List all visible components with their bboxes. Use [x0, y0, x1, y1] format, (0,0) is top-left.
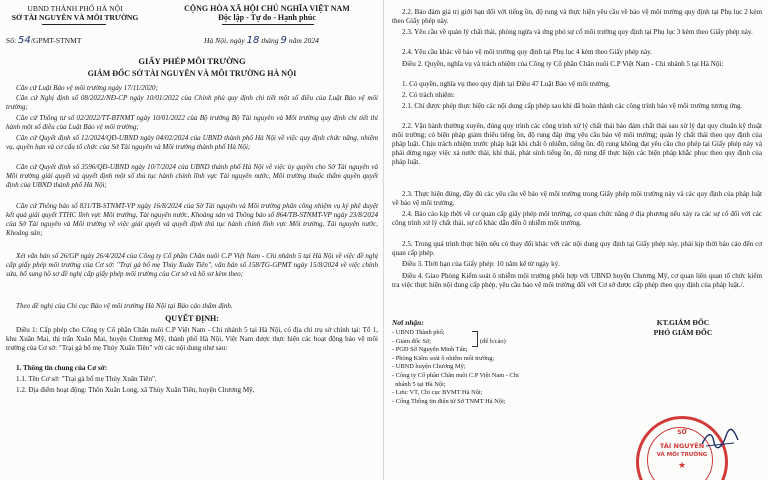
- section-1-heading: 1. Thông tin chung của Cơ sở:: [16, 364, 108, 372]
- nation-line1: CỘNG HÒA XÃ HỘI CHỦ NGHĨA VIỆT NAM: [184, 4, 350, 13]
- preamble-law: Căn cứ Luật Bảo vệ môi trường ngày 17/11/2020;: [16, 84, 158, 92]
- article-3: Điều 3. Thời hạn của Giấy phép: 10 năm kể từ ngày ký.: [402, 260, 560, 268]
- document-number: Số: 54/GPMT-STNMT: [6, 35, 82, 46]
- duty-2-5: 2.5. Trong quá trình thực hiện nếu có thay đổi khác với các nội dung quy định tại Giấy phép này, phải kịp thời báo cáo đến cơ quan cấp phép.: [392, 240, 762, 258]
- preamble-decision-12: Căn cứ Quyết định số 12/2024/QĐ-UBND ngày 04/02/2024 của UBND thành phố Hà Nội về việc quy định chức năng, nhiệm vụ, quyền hạn và cơ cấu tổ chức của Sở Tài nguyên và Môi trường thành phố Hà Nội;: [6, 134, 378, 152]
- duty-1: 1. Có quyền, nghĩa vụ theo quy định tại Điều 47 Luật Bảo vệ môi trường.: [402, 80, 611, 88]
- signature-subtitle: PHÓ GIÁM ĐỐC: [653, 328, 713, 337]
- doc-title: GIẤY PHÉP MÔI TRƯỜNG: [138, 56, 246, 66]
- duty-2-1: 2.1. Chỉ được phép thực hiện các nội dung cấp phép sau khi đã hoàn thành các công trình bảo vệ môi trường tương ứng.: [402, 102, 743, 110]
- org-underline: [42, 24, 106, 25]
- doc-number-handwritten: 54: [18, 35, 31, 46]
- section-1-1: 1.1. Tên Cơ sở: "Trại gà bố mẹ Thủy Xuân Tiên".: [16, 375, 157, 383]
- preamble-decision-3596: Căn cứ Quyết định số 3596/QĐ-UBND ngày 10/7/2024 của UBND thành phố Hà Nội về việc ủy quyền cho Sở Tài nguyên và Môi trường giải quyết và quyết định một số thủ tục hành chính lĩnh vực Tài nguyên nước, Môi trường thuộc thẩm quyền quyết định của UBND thành phố Hà Nội;: [6, 163, 378, 190]
- clause-2-3: 2.3. Yêu cầu về quản lý chất thải, phòng ngừa và ứng phó sự cố môi trường quy định tại Phụ lục 3 kèm theo Giấy phép này.: [402, 28, 753, 36]
- seal-text-top: SỞ: [677, 429, 687, 436]
- doc-issuer: GIÁM ĐỐC SỞ TÀI NGUYÊN VÀ MÔI TRƯỜNG HÀ NỘI: [87, 69, 297, 78]
- seal-text-mid: TÀI NGUYÊN: [659, 442, 705, 450]
- report-note: (để b/cáo): [480, 338, 506, 345]
- date-day-handwritten: 18: [246, 35, 260, 46]
- decision-heading: QUYẾT ĐỊNH:: [165, 314, 219, 323]
- preamble-decree: Căn cứ Nghị định số 08/2022/NĐ-CP ngày 10/01/2022 của Chính phủ quy định chi tiết một số điều của Luật Bảo vệ môi trường;: [6, 94, 378, 112]
- article-1: Điều 1: Cấp phép cho Công ty Cổ phần Chăn nuôi C.P Việt Nam - Chi nhánh 5 tại Hà Nội, có địa chỉ trụ sở chính tại: Tổ 1, khu Xuân Mai, thị trấn Xuân Mai, huyện Chương Mỹ, thành phố Hà Nội, Việt Nam được thực hiện các hoạt động bảo vệ môi trường của Cơ sở: "Trại gà bố mẹ Thủy Xuân Tiên" với các nội dung như sau:: [6, 326, 378, 353]
- recipient-item: - PGĐ Sở Nguyễn Minh Tấn;: [392, 346, 468, 354]
- seal-text-bot: VÀ MÔI TRƯỜNG: [656, 452, 708, 458]
- nation-header: [150, 4, 384, 22]
- recipients-brace: [472, 331, 478, 347]
- seal-star-icon: ★: [677, 461, 687, 471]
- duty-2-3: 2.3. Thực hiện đúng, đầy đủ các yêu cầu về bảo vệ môi trường trong Giấy phép môi trường này và các quy định của pháp luật về bảo vệ môi trường.: [392, 190, 762, 208]
- duty-2-2: 2.2. Vận hành thường xuyên, đúng quy trình các công trình xử lý chất thải bảo đảm chất thải sau xử lý đạt quy chuẩn kỹ thuật môi trường; có biện pháp giảm thiểu tiếng ồn, độ rung đáp ứng yêu cầu bảo vệ môi trường; quản lý chất thải theo quy định của pháp luật. Chịu trách nhiệm trước pháp luật khi chất ô nhiễm, tiếng ồn, độ rung không đạt yêu cầu cho phép tại Giấy phép này và phải dừng ngay việc xả nước thải, khí thải, phát sinh tiếng ồn, độ rung để thực hiện các biện pháp khắc phục theo quy định của pháp luật.: [392, 122, 762, 167]
- recipient-item: - UBND huyện Chương Mỹ;: [392, 363, 466, 371]
- article-2: Điều 2. Quyền, nghĩa vụ và trách nhiệm của Công ty Cổ phần Chăn nuôi C.P Việt Nam - Chi nhánh 5 tại Hà Nội:: [402, 60, 724, 68]
- right-page: [384, 0, 768, 480]
- preamble-notice: Căn cứ Thông báo số 831/TB-STNMT-VP ngày 16/8/2024 của Sở Tài nguyên và Môi trường phân công nhiệm vụ ký phê duyệt kết quả giải quyết TTHC lĩnh vực Môi trường, Tài nguyên nước, Khoáng sản và Thông báo số 864/TB-STNMT-VP ngày 23/8/2024 của Sở Tài nguyên và Môi trường về việc giải quyết và quyết định thủ tục hành chính lĩnh vực Môi trường, Tài nguyên nước, Khoáng sản;: [6, 202, 378, 238]
- org-header: [0, 4, 150, 22]
- section-1-2: 1.2. Địa điểm hoạt động: Thôn Xuân Long, xã Thủy Xuân Tiên, huyện Chương Mỹ,: [16, 386, 255, 394]
- nation-line2: Độc lập - Tự do - Hạnh phúc: [218, 13, 316, 23]
- org-line1: UBND THÀNH PHỐ HÀ NỘI: [27, 4, 123, 13]
- preamble-proposal: Theo đề nghị của Chi cục Bảo vệ môi trường Hà Nội tại Báo cáo thẩm định.: [16, 302, 233, 310]
- signature-title: KT.GIÁM ĐỐC: [656, 318, 710, 327]
- recipient-item: - Giám đốc Sở;: [392, 337, 432, 345]
- duty-2: 2. Có trách nhiệm:: [402, 91, 455, 99]
- recipients-heading: Nơi nhận:: [392, 318, 424, 327]
- preamble-request: Xét văn bản số 26/GP ngày 26/4/2024 của Công ty Cổ phần Chăn nuôi C.P Việt Nam - Chi nhánh 5 tại Hà Nội về việc đề nghị cấp giấy phép môi trường của Cơ sở: "Trại gà bố mẹ Thủy Xuân Tiên", văn bản số 158/TG-GPMT ngày 15/8/2024 về việc chỉnh sửa, bổ sung hồ sơ đề nghị cấp giấy phép môi trường của Cơ sở và hồ sơ kèm theo;: [6, 252, 378, 279]
- recipient-item: - UBND Thành phố;: [392, 329, 445, 336]
- org-line2: SỞ TÀI NGUYÊN VÀ MÔI TRƯỜNG: [11, 13, 139, 23]
- recipient-item: - Công ty Cổ phần Chăn nuôi C.P Việt Nam - Chi: [392, 371, 519, 379]
- recipient-item: nhánh 5 tại Hà Nội;: [392, 380, 446, 388]
- recipient-item: - Cổng Thông tin điện tử Sở TNMT Hà Nội;: [392, 397, 506, 405]
- clause-2-2: 2.2. Bảo đảm giá trị giới hạn đối với tiếng ồn, độ rung và thực hiện yêu cầu về bảo vệ môi trường quy định tại Phụ lục 2 kèm theo Giấy phép này.: [392, 8, 762, 26]
- nation-underline: [222, 24, 314, 25]
- document-date: Hà Nội, ngày 18 tháng 9 năm 2024: [204, 35, 319, 46]
- handwritten-signature: [700, 428, 740, 450]
- clause-2-4: 2.4. Yêu cầu khác về bảo vệ môi trường quy định tại Phụ lục 4 kèm theo Giấy phép này.: [402, 48, 652, 56]
- recipient-item: - Phòng Kiểm soát ô nhiễm môi trường;: [392, 354, 495, 362]
- article-4: Điều 4. Giao Phòng Kiểm soát ô nhiễm môi trường phối hợp với UBND huyện Chương Mỹ, cơ quan liên quan tổ chức kiểm tra việc thực hiện nội dung cấp phép, yêu cầu bảo vệ môi trường đối với Cơ sở được cấp phép theo quy định của pháp luật./.: [392, 272, 762, 290]
- preamble-circular: Căn cứ Thông tư số 02/2022/TT-BTNMT ngày 10/01/2022 của Bộ trưởng Bộ Tài nguyên và Môi trường quy định chi tiết thi hành một số điều của Luật Bảo vệ môi trường;: [6, 114, 378, 132]
- duty-2-4: 2.4. Báo cáo kịp thời về cơ quan cấp giấy phép môi trường, cơ quan chức năng ở địa phương nếu xảy ra các sự cố đối với các công trình xử lý chất thải, sự cố khác dẫn đến ô nhiễm môi trường.: [392, 210, 762, 228]
- date-month-handwritten: 9: [280, 35, 287, 46]
- recipient-item: - Lưu: VT, Chi cục BVMT Hà Nội;: [392, 389, 483, 397]
